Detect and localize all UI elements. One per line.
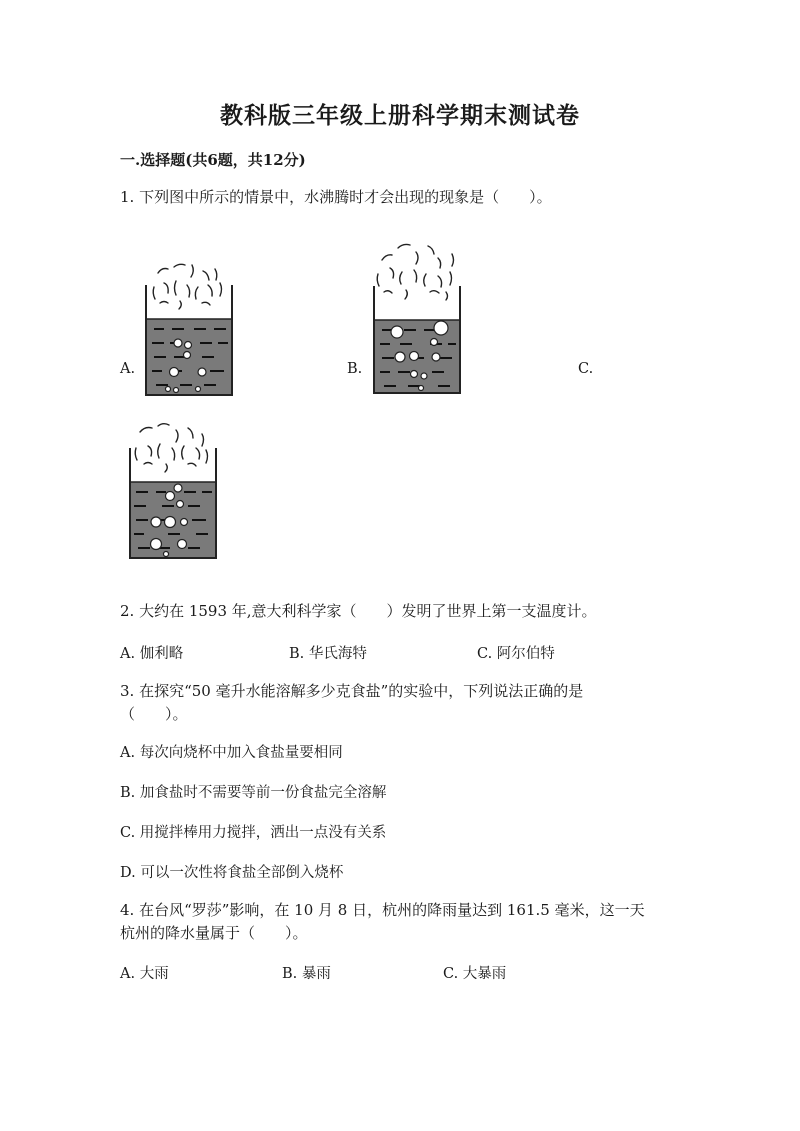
question-4-stem-line-1: 4. 在台风“罗莎”影响，在 10 月 8 日，杭州的降雨量达到 161.5 毫米，这一天 [120, 901, 645, 919]
question-3-stem-line-1: 3. 在探究“50 毫升水能溶解多少克食盐”的实验中，下列说法正确的是 [120, 682, 584, 700]
section-heading: 一.选择题(共6题，共12分) [120, 151, 306, 169]
question-4-option-a: A. 大雨 [120, 966, 169, 982]
question-3-option-d: D. 可以一次性将食盐全部倒入烧杯 [120, 865, 344, 881]
question-2-option-c: C. 阿尔伯特 [477, 646, 555, 662]
question-1-option-a: A. [120, 361, 136, 377]
question-3-stem-line-2: （ ）。 [120, 705, 188, 723]
question-4-option-c: C. 大暴雨 [443, 966, 507, 982]
beaker-image-c [122, 418, 222, 563]
question-3-option-b: B. 加食盐时不需要等前一份食盐完全溶解 [120, 785, 387, 801]
question-1-option-c: C. [578, 361, 594, 377]
question-2-option-b: B. 华氏海特 [289, 646, 367, 662]
question-1-stem: 1. 下列图中所示的情景中，水沸腾时才会出现的现象是（ ）。 [120, 188, 552, 206]
beaker-image-b [368, 238, 468, 398]
question-4-stem-line-2: 杭州的降水量属于（ ）。 [120, 924, 308, 942]
page-title: 教科版三年级上册科学期末测试卷 [220, 102, 580, 129]
question-2-stem: 2. 大约在 1593 年,意大利科学家（ ）发明了世界上第一支温度计。 [120, 602, 597, 620]
question-1-option-b: B. [347, 361, 363, 377]
question-4-option-b: B. 暴雨 [282, 966, 331, 982]
question-2-option-a: A. 伽利略 [120, 646, 184, 662]
question-3-option-c: C. 用搅拌棒用力搅拌，洒出一点没有关系 [120, 825, 387, 841]
question-3-option-a: A. 每次向烧杯中加入食盐量要相同 [120, 745, 343, 761]
beaker-image-a [140, 255, 240, 400]
